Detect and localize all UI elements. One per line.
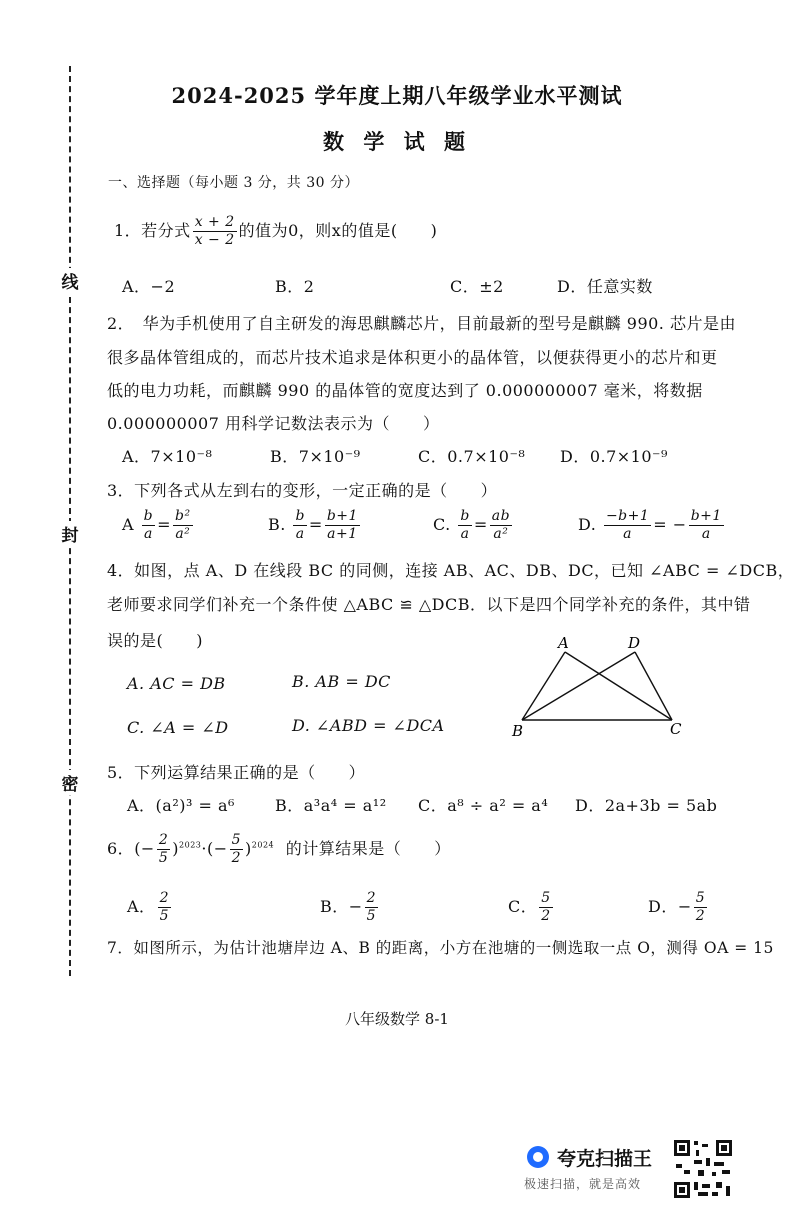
- question-5: 5．下列运算结果正确的是（ ）: [107, 763, 366, 782]
- q4-line-2: 老师要求同学们补充一个条件使 △ABC ≌ △DCB．以下是四个同学补充的条件，其中错: [107, 595, 751, 614]
- q2-line-3: 低的电力功耗，而麒麟 990 的晶体管的宽度达到了 0.000000007 毫米，将数据: [107, 381, 703, 400]
- q1-option-c: C．±2: [450, 277, 504, 296]
- q1-option-a: A．−2: [122, 277, 176, 296]
- q6-option-d: D．− $\frac{5}{2}$: [648, 890, 706, 924]
- exam-subtitle: 数 学 试 题: [323, 129, 471, 154]
- q5-option-c: C．a⁸ ÷ a² = a⁴: [418, 796, 549, 815]
- q2-option-b: B．7×10⁻⁹: [270, 447, 361, 466]
- point-d-label: D: [628, 634, 641, 652]
- q2-line-1: 2． 华为手机使用了自主研发的海思麒麟芯片，目前最新的型号是麒麟 990. 芯片是由: [107, 314, 736, 333]
- question-6: 6．(− $\frac{2}{5}$ )$^{2023}$·(− $\frac{5}{2}$ )$^{2024}$ 的计算结果是（ ）: [107, 832, 451, 866]
- triangle-figure: [500, 632, 700, 742]
- q4-option-d: D. ∠ABD = ∠DCA: [292, 716, 445, 735]
- q4-line-3: 误的是( ): [107, 631, 203, 650]
- q3-option-c: C. $\frac{b}{a}$ = $\frac{ab}{\text{a²}}$: [433, 508, 511, 542]
- exam-title: 2024-2025 学年度上期八年级学业水平测试: [171, 83, 623, 108]
- q4-option-b: B. AB = DC: [292, 672, 391, 691]
- q5-option-a: A．(a²)³ = a⁶: [127, 796, 235, 815]
- question-1: 1．若分式 $\frac{x + 2}{x - 2}$ 的值为0，则x的值是( ): [114, 214, 438, 248]
- q3-option-d: D. $\frac{-b+1}{a}$ = − $\frac{b+1}{a}$: [578, 508, 722, 542]
- q2-line-4: 0.000000007 用科学记数法表示为（ ）: [107, 414, 440, 433]
- point-b-label: B: [512, 722, 524, 740]
- q3-option-b: B. $\frac{b}{a}$ = $\frac{b+1}{a+1}$: [268, 508, 358, 542]
- point-c-label: C: [670, 720, 682, 738]
- section-label: 一、选择题（每小题 3 分，共 30 分）: [108, 175, 360, 191]
- q6-option-c: C． $\frac{5}{2}$: [508, 890, 551, 924]
- question-3: 3．下列各式从左到右的变形，一定正确的是（ ）: [107, 481, 498, 500]
- binding-char-feng: 封: [58, 521, 82, 546]
- question-7: 7．如图所示，为估计池塘岸边 A、B 的距离，小方在池塘的一侧选取一点 O，测得 OA = 15: [107, 939, 774, 957]
- binding-char-xian: 线: [58, 268, 82, 293]
- q4-option-c: C. ∠A = ∠D: [127, 718, 229, 737]
- page-footer: 八年级数学 8-1: [345, 1010, 449, 1028]
- binding-char-mi: 密: [58, 770, 82, 795]
- q2-line-2: 很多晶体管组成的，而芯片技术追求是体积更小的晶体管，以便获得更小的芯片和更: [107, 348, 718, 367]
- q2-option-d: D．0.7×10⁻⁹: [560, 447, 668, 466]
- q6-option-b: B．− $\frac{2}{5}$: [320, 890, 377, 924]
- q3-option-a: A $\frac{b}{a}$ = $\frac{\text{b²}}{\text{a²}}$: [122, 508, 191, 542]
- qr-code-icon: [672, 1138, 734, 1200]
- fraction: $\frac{x + 2}{x - 2}$: [194, 214, 235, 248]
- q2-option-c: C．0.7×10⁻⁸: [418, 447, 526, 466]
- watermark-slogan: 极速扫描，就是高效: [524, 1177, 642, 1191]
- q6-option-a: A． $\frac{2}{5}$: [127, 890, 169, 924]
- q1-option-b: B．2: [275, 277, 315, 296]
- point-a-label: A: [558, 634, 569, 652]
- q5-option-b: B．a³a⁴ = a¹²: [275, 796, 387, 815]
- q4-option-a: A. AC = DB: [127, 674, 226, 693]
- quark-logo-icon: [525, 1144, 551, 1170]
- watermark-brand: 夸克扫描王: [557, 1148, 653, 1170]
- q2-option-a: A．7×10⁻⁸: [122, 447, 213, 466]
- q5-option-d: D．2a+3b = 5ab: [575, 796, 718, 815]
- scanner-watermark: [522, 1140, 662, 1196]
- q4-line-1: 4．如图，点 A、D 在线段 BC 的同侧，连接 AB、AC、DB、DC，已知 ∠ABC = ∠DCB，: [107, 561, 794, 580]
- q1-option-d: D．任意实数: [557, 277, 653, 296]
